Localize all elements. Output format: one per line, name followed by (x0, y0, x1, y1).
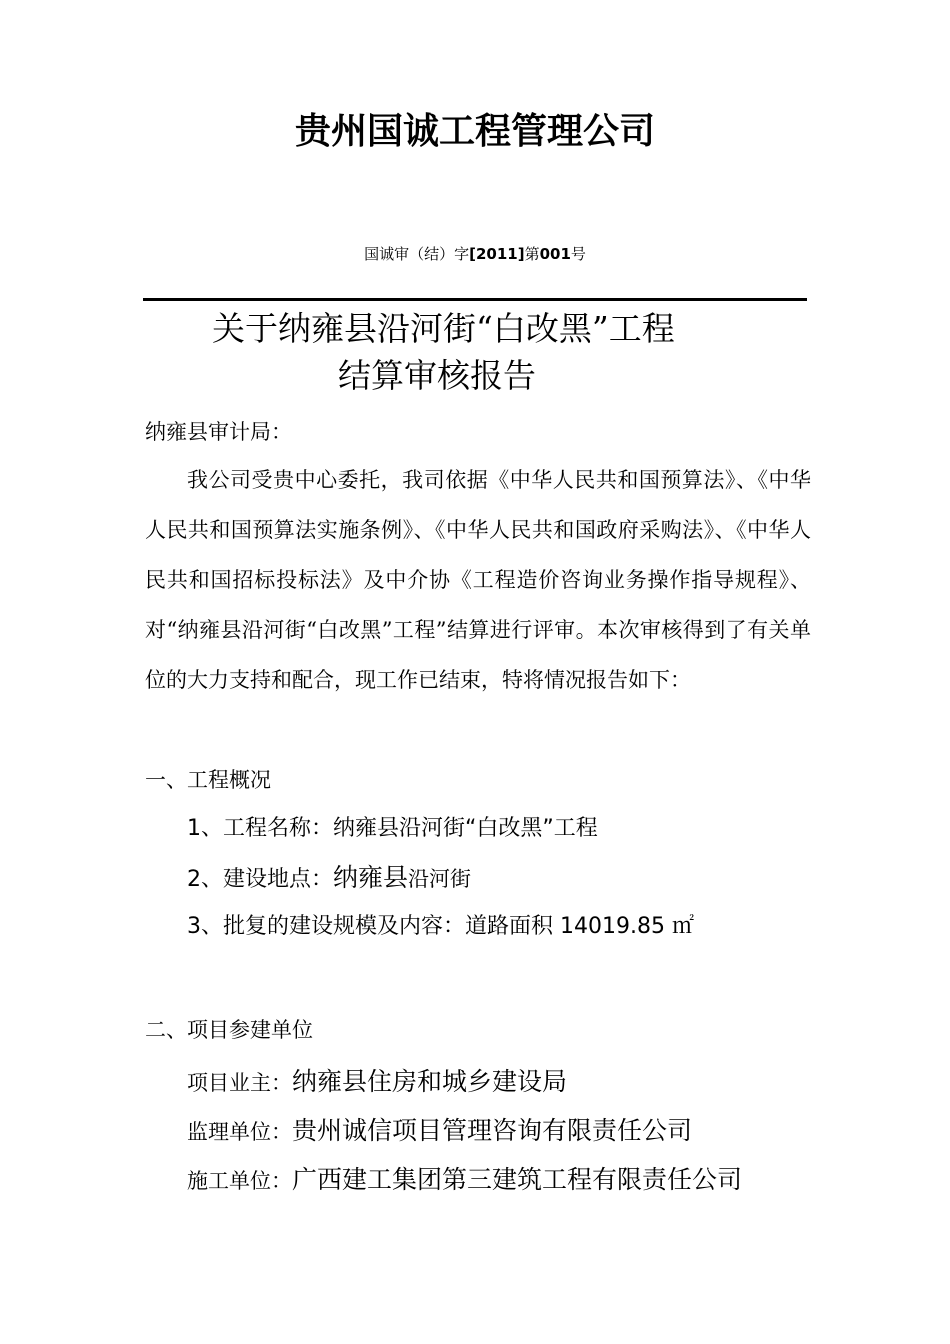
project-scale-label: 3、批复的建设规模及内容：道路面积 (187, 914, 560, 939)
project-name-row (187, 811, 598, 842)
document-number (0, 243, 950, 264)
project-location-row (187, 858, 471, 894)
contractor-label: 施工单位： (187, 1169, 292, 1193)
salutation: 纳雍县审计局： (145, 420, 292, 444)
section-1-heading: 一、工程概况 (145, 768, 271, 792)
project-owner-row (187, 1062, 567, 1098)
project-scale-row (187, 909, 694, 940)
doc-number-mid: 第 (524, 245, 540, 263)
supervisor-row (187, 1111, 692, 1147)
project-scale-value: 14019.85 ㎡ (560, 914, 694, 939)
project-owner-label: 项目业主： (187, 1071, 292, 1095)
doc-number-year: [2011] (469, 245, 525, 263)
intro-paragraph: 我公司受贵中心委托，我司依据《中华人民共和国预算法》、《中华人民共和国预算法实施条例》、《中华人民共和国政府采购法》、《中华人民共和国招标投标法》及中介协《工程造价咨询业务操作指导规程》、对“纳雍县沿河街“白改黑”工程”结算进行评审。本次审核得到了有关单位的大力支持和配合，现工作已结束，特将情况报告如下： (145, 468, 811, 692)
section-2-heading: 二、项目参建单位 (145, 1018, 313, 1042)
supervisor-label: 监理单位： (187, 1120, 292, 1144)
contractor-value: 广西建工集团第三建筑工程有限责任公司 (292, 1165, 743, 1194)
supervisor-value: 贵州诚信项目管理咨询有限责任公司 (292, 1116, 693, 1145)
header-divider (143, 298, 807, 301)
doc-number-prefix: 国诚审（结）字 (364, 245, 470, 263)
project-name-label: 1、工程名称： (187, 816, 333, 841)
project-name-value: 纳雍县沿河街“白改黑”工程 (333, 816, 598, 841)
doc-number-suffix: 号 (570, 245, 586, 263)
project-location-extra: 沿河街 (408, 867, 472, 891)
report-title-line1: 关于纳雍县沿河街“白改黑”工程 (212, 309, 675, 348)
project-owner-value: 纳雍县住房和城乡建设局 (292, 1067, 568, 1096)
report-title-line2: 结算审核报告 (338, 356, 536, 395)
project-location-value: 纳雍县 (333, 863, 409, 892)
doc-number-serial: 001 (539, 245, 571, 263)
project-location-label: 2、建设地点： (187, 867, 333, 892)
company-title: 贵州国诚工程管理公司 (294, 111, 655, 152)
contractor-row (187, 1160, 742, 1196)
